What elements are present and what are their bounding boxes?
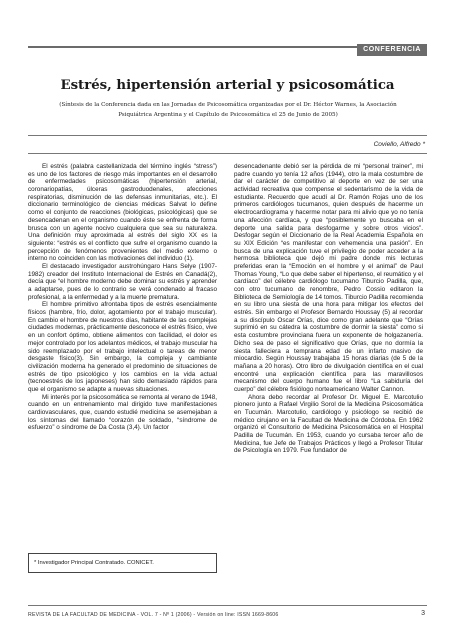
author-separator	[28, 153, 427, 154]
article-title: Estrés, hipertensión arterial y psicosomática	[60, 78, 395, 93]
page-number: 3	[421, 610, 425, 617]
right-column	[234, 163, 423, 455]
paragraph: Mi interés por la psicosomática se remonta al verano de 1948, cuando en un entrenamiento mal dirigido tuve manifestaciones cardiovasculares, que, cuando estudié medicina se asemejaban a los síntomas del llamado “corazón de soldado, “síndrome de esfuerzo” o síndrome de Da Costa (3,4). Un factor	[28, 393, 217, 432]
paragraph: El destacado investigador austrohúngaro Hans Selye (1907-1982) creador del Instituto Internacional de Estrés en Canadá(2), decía que “el hombre moderno debe dominar su estrés y aprender a adaptarse, pues de lo contrario se verá condenado al fracaso profesional, a la enfermedad y a la muerte prematura.	[28, 262, 217, 301]
paragraph: El estrés (palabra castellanizada del término inglés “stress”) es uno de los factores de riesgo más importantes en el desarrollo de enfermedades psicosomáticas (hipertensión arterial, coronariopatías, úlceras gastroduodenales, afecciones respiratorias, disminución de las defensas inmunitarias, etc.). El diccionario terminológico de ciencias médicas Salvat lo define como el conjunto de reacciones (biológicas, psicológicas) que se desencadenan en el organismo cuando éste se enfrenta de forma brusca con un agente nocivo cualquiera que sea su naturaleza. Una definición muy aproximada al estrés del siglo XX es la siguiente: “estrés es el conflicto que sufre el organismo cuando la percepción de fenómenos provenientes del medio externo o interno no coinciden con las motivaciones del individuo (1).	[28, 163, 217, 263]
author-footnote: * Investigador Principal Contratado. CONICET.	[28, 553, 217, 573]
paragraph: El hombre primitivo afrontaba tipos de estrés esencialmente físicos (hambre, frío, dolor, agotamiento por el trabajo muscular). En cambio el hombre de nuestros días, habitante de las complejas ciudades modernas, prácticamente desconoce el estrés físico, vive en un confort óptimo, obtiene alimentos con facilidad, el dolor es mejor controlado por los adelantos médicos, el trabajo muscular ha sido reemplazado por el trabajo intelectual o tareas de menor desgaste físico(3). Sin embargo, la compleja y cambiante civilización moderna ha generado el predominio de situaciones de estrés de tipo psicológico y los cambios en la vida actual (tecnoestrés de los japoneses) han sido demasiado rápidos para que el organismo se adapte a nuevas situaciones.	[28, 301, 217, 393]
paragraph: desencadenante debió ser la pérdida de mi “personal trainer”, mi padre cuando yo tenía 12 años (1944), otro la mala costumbre de dar el carácter de competitivo al deporte en vez de ser una actividad recreativa que compense el sedentarismo de la vida de estudiante. Recuerdo que acudí al Dr. Ramón Rojas uno de los primeros cardiólogos tucumanos, quien después de hacerme un electrocardiograma y hacerme notar para mi alivio que yo no tenía una afección cardíaca, y que “posiblemente yo buscaba en el deporte una salida para desfogarme y sobre otros vicios”. Desfogar según el Diccionario de la Real Academia Española en su XIX Edición “es manifestar con vehemencia una pasión”. En busca de una explicación tuve el privilegio de poder acceder a la hermosa biblioteca que dejó mi padre donde mis lecturas preferidas eran la “Emoción en el hombre y el animal” de Paul Thomas Young, “Lo que debe saber el hipertenso, el reumático y el cardíaco” del célebre cardiólogo tucumano Tiburcio Padilla, que, con otro tucumano de renombre, Pedro Cossio editaron la Biblioteca de Semiología de 14 tomos. Tiburcio Padilla recomienda en su libro una siesta de una hora para mitigar los efectos del estrés. Sin embargo el Profesor Bernardo Houssay (5) al recordar a su discípulo Oscar Orías, dice como gran adelante que “Orías suprimió en su cátedra la costumbre de dormir la siesta” como si esta costumbre provinciana fuera un exponente de holgazanería. Dicho sea de paso el significativo que Orías, que no dormía la siesta falleciera a temprana edad de un infarto masivo de miocardio. Según Houssay trabajaba 15 horas diarias (de 5 de la mañana a 20 horas). Otro libro de divulgación científica en el cual encontré una explicación científica para las maravillosos mecanismo del cuerpo humano fue el libro “La sabiduría del cuerpo” del célebre fisiólogo norteamericano Walter Cannon.	[234, 163, 423, 393]
left-column	[28, 163, 217, 432]
author-name: Coviello, Alfredo *	[373, 141, 425, 148]
footer-rule	[28, 605, 427, 606]
article-subtitle: (Síntesis de la Conferencia dada en las Jornadas de Psicosomática organizadas por el Dr. Héctor Warnes, la Asociación Psiquiátrica Argentina y el Capítulo de Psicosomática el 25 de Junio de 2005)	[59, 102, 397, 118]
paragraph: Ahora debo recordar al Profesor Dr. Miguel E. Marcotulio pionero junto a Rafael Virgilio Sorol de la Medicina Psicosomática en Tucumán. Marcotulio, cardiólogo y psicólogo se recibió de médico cirujano en la Facultad de Medicina de Córdoba. En 1962 organizó el Consultorio de Medicina Psicosomática en el Hospital Padilla de Tucumán. En 1953, cuando yo cursaba tercer año de Medicina, fue Jefe de Trabajos Prácticos y llegó a Profesor Titular de Psicología en 1979. Fue fundador de	[234, 393, 423, 455]
title-separator	[28, 135, 427, 136]
journal-footer: REVISTA DE LA FACULTAD DE MEDICINA - VOL. 7 - Nº 1 (2006) - Versión on line: ISSN 1669-8606	[28, 612, 279, 618]
section-tab: CONFERENCIA	[357, 44, 427, 56]
